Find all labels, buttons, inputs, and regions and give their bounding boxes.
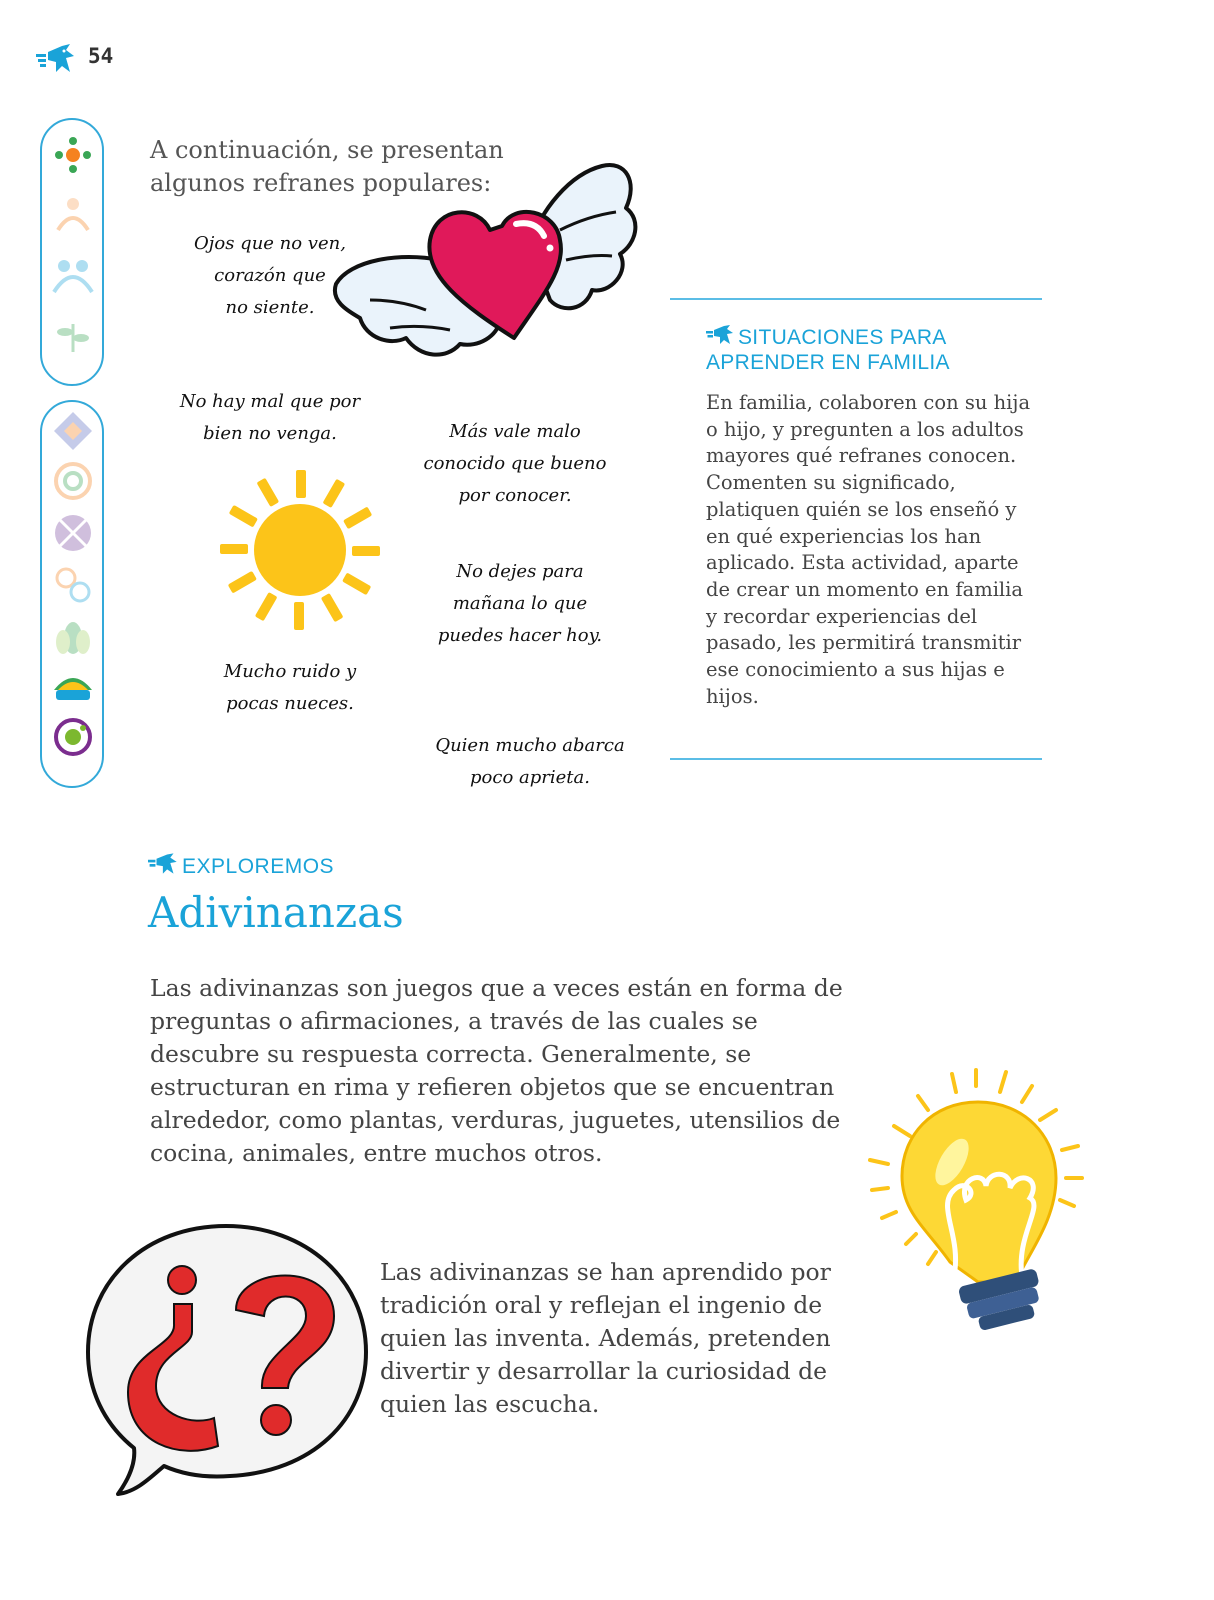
sidebar-lotus-icon[interactable] bbox=[50, 614, 96, 660]
saying-1: Ojos que no ven, corazón que no siente. bbox=[194, 233, 346, 318]
sidebar-figures-icon[interactable] bbox=[50, 192, 96, 238]
saying-5: Mucho ruido y pocas nueces. bbox=[223, 661, 357, 714]
sidebar-cross-icon[interactable] bbox=[50, 510, 96, 556]
paragraph-1: Las adivinanzas son juegos que a veces están en forma de preguntas o afirmaciones, a través de las cuales se descubre su respuesta correcta. Generalmente, se estructuran en rima y refieren objetos que se encuentran alrededor, como plantas, verduras, juguetes, utensilios de cocina, animales, entre muchos otros. bbox=[150, 974, 843, 1167]
sun-icon bbox=[212, 462, 388, 638]
family-box-heading bbox=[706, 324, 1026, 375]
sidebar-flower-icon[interactable] bbox=[50, 132, 96, 178]
intro-text: A continuación, se presentan algunos refranes populares: bbox=[150, 136, 504, 197]
section-title: Adivinanzas bbox=[148, 888, 404, 937]
sidebar-fan-icon[interactable] bbox=[50, 666, 96, 712]
sidebar-people-icon[interactable] bbox=[50, 252, 96, 298]
hummingbird-icon bbox=[148, 852, 182, 876]
hummingbird-icon bbox=[706, 324, 738, 346]
sidebar-plant-icon[interactable] bbox=[50, 312, 96, 358]
family-box-heading-text: SITUACIONES PARA APRENDER EN FAMILIA bbox=[706, 326, 950, 374]
saying-6: Quien mucho abarca poco aprieta. bbox=[435, 735, 625, 788]
paragraph-2: Las adivinanzas se han aprendido por tradición oral y reflejan el ingenio de quien las inventa. Además, pretenden divertir y desarrollar la curiosidad de quien las escucha. bbox=[380, 1258, 831, 1418]
saying-3: Más vale malo conocido que bueno por conocer. bbox=[423, 421, 607, 506]
sidebar-splash-icon[interactable] bbox=[50, 714, 96, 760]
family-box-text: En familia, colaboren con su hija o hijo, y pregunten a los adultos mayores qué refranes conocen. Comenten su significado, platiquen quién se los enseñó y en qué experiencias los han aplicado. Esta actividad, aparte de crear un momento en familia y recordar experiencias del pasado, les permitirá transmitir ese conocimiento a sus hijas e hijos. bbox=[706, 391, 1031, 708]
sidebar-link-icon[interactable] bbox=[50, 562, 96, 608]
sidebar-diamond-icon[interactable] bbox=[50, 408, 96, 454]
light-bulb-icon bbox=[866, 1066, 1102, 1336]
question-bubble-icon bbox=[84, 1220, 374, 1502]
explore-label bbox=[148, 852, 334, 879]
saying-2: No hay mal que por bien no venga. bbox=[179, 391, 361, 444]
sidebar-spiral-icon[interactable] bbox=[50, 458, 96, 504]
page-number: 54 bbox=[88, 44, 114, 68]
saying-4: No dejes para mañana lo que puedes hacer hoy. bbox=[437, 561, 603, 646]
explore-label-text: EXPLOREMOS bbox=[182, 855, 335, 878]
hummingbird-logo-icon bbox=[36, 42, 80, 76]
